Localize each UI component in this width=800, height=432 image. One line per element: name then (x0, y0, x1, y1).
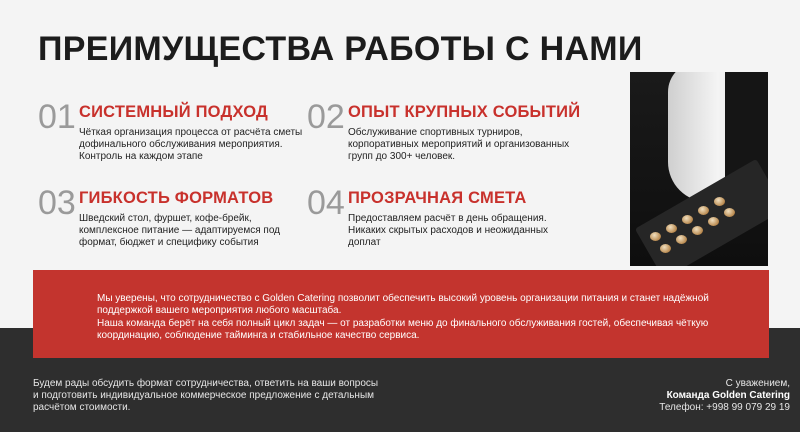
feature-description: Обслуживание спортивных турниров, корпоративных мероприятий и организованных групп до 300+ человек. (348, 127, 570, 162)
feature-number: 03 (38, 184, 76, 222)
feature-description: Чёткая организация процесса от расчёта сметы дофинального обслуживания мероприятия. Контроль на каждом этапе (79, 127, 303, 162)
canape (666, 224, 677, 233)
canape (724, 208, 735, 217)
canape (714, 197, 725, 206)
canape (660, 244, 671, 253)
footer-invitation: Будем рады обсудить формат сотрудничества, ответить на ваши вопросы и подготовить индивидуальное коммерческое предложение с детальным расчётом стоимости. (33, 378, 379, 413)
footer-signature (659, 378, 790, 414)
canape (708, 217, 719, 226)
feature-description: Предоставляем расчёт в день обращения. Никаких скрытых расходов и неожиданных доплат (348, 213, 549, 248)
banner-paragraph-2: Наша команда берёт на себя полный цикл задач — от разработки меню до финального обслуживания гостей, обеспечивая чёткую координацию, соблюдение тайминга и стабильное качество сервиса. (97, 318, 709, 341)
feature-description: Шведский стол, фуршет, кофе-брейк, комплексное питание — адаптируемся под формат, бюджет и специфику события (79, 213, 281, 248)
signature-regards: С уважением, (725, 378, 790, 389)
feature-heading: СИСТЕМНЫЙ ПОДХОД (79, 103, 269, 121)
banner-paragraph-1: Мы уверены, что сотрудничество с Golden Catering позволит обеспечить высокий уровень организации питания и станет надёжной поддержкой вашего мероприятия любого масштаба. (97, 293, 709, 316)
canape (676, 235, 687, 244)
feature-heading: ПРОЗРАЧНАЯ СМЕТА (348, 189, 527, 207)
canape (698, 206, 709, 215)
feature-number: 02 (307, 98, 345, 136)
waiter-photo (630, 72, 768, 266)
feature-heading: ОПЫТ КРУПНЫХ СОБЫТИЙ (348, 103, 581, 121)
page-title: ПРЕИМУЩЕСТВА РАБОТЫ С НАМИ (38, 30, 643, 68)
feature-number: 01 (38, 98, 76, 136)
signature-phone: Телефон: +998 99 079 29 19 (659, 402, 790, 413)
canape (650, 232, 661, 241)
feature-heading: ГИБКОСТЬ ФОРМАТОВ (79, 189, 274, 207)
closing-banner (33, 270, 769, 358)
canape (682, 215, 693, 224)
canape (692, 226, 703, 235)
feature-number: 04 (307, 184, 345, 222)
signature-team: Команда Golden Catering (666, 390, 790, 401)
